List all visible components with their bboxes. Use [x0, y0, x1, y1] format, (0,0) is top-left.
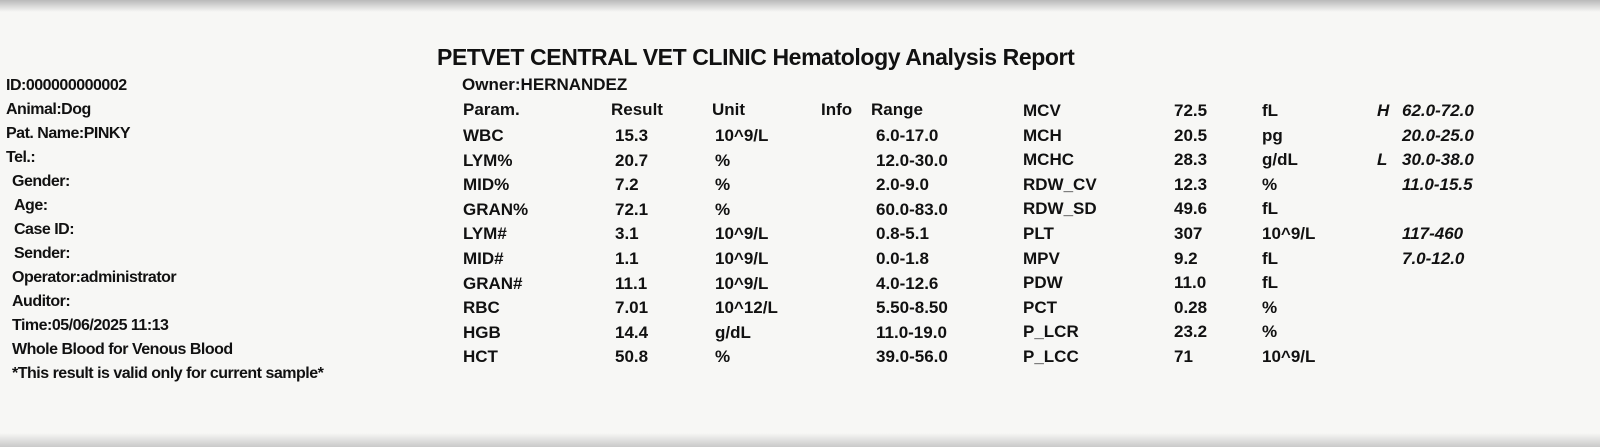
result-value: 14.4 [615, 322, 649, 342]
reference-range: 20.0-25.0 [1402, 125, 1474, 145]
reference-range: 5.50-8.50 [876, 298, 948, 318]
result-value: 23.2 [1174, 322, 1208, 342]
result-value: 15.3 [615, 126, 649, 145]
param-name: WBC [463, 126, 504, 145]
header-param: Param. [463, 100, 520, 119]
sample-type: Whole Blood for Venous Blood [12, 341, 233, 358]
result-value: 9.2 [1174, 248, 1198, 268]
result-value: 28.3 [1174, 150, 1208, 170]
gender: Gender: [12, 173, 70, 190]
param-name: P_LCC [1023, 347, 1079, 366]
unit: 10^9/L [1262, 224, 1316, 243]
param-name: HGB [463, 322, 501, 342]
reference-range: 39.0-56.0 [876, 347, 948, 367]
result-value: 0.28 [1174, 297, 1208, 317]
unit: % [715, 150, 731, 170]
pet-name: Pat. Name:PINKY [6, 125, 131, 142]
result-value: 1.1 [615, 249, 639, 268]
param-name: LYM# [463, 224, 507, 244]
header-info: Info [821, 100, 853, 119]
unit: fL [1262, 248, 1279, 268]
unit: g/dL [715, 322, 751, 342]
unit: fL [1262, 273, 1279, 293]
reference-range: 12.0-30.0 [876, 150, 948, 170]
header-result: Result [611, 100, 663, 119]
result-value: 20.7 [615, 150, 649, 170]
reference-range: 60.0-83.0 [876, 199, 948, 219]
param-name: RDW_SD [1023, 199, 1097, 219]
result-value: 20.5 [1174, 125, 1208, 145]
unit: 10^9/L [715, 126, 769, 145]
param-name: RBC [463, 298, 500, 318]
unit: fL [1262, 101, 1279, 120]
header-unit: Unit [712, 100, 746, 119]
param-name: MCV [1023, 101, 1061, 120]
unit: fL [1262, 199, 1279, 219]
result-value: 307 [1174, 224, 1203, 243]
result-value: 72.5 [1174, 101, 1208, 120]
paper-edge-bottom [0, 433, 1600, 447]
reference-range: 30.0-38.0 [1402, 150, 1474, 170]
reference-range: 11.0-19.0 [876, 322, 947, 342]
param-name: HCT [463, 347, 498, 367]
report-title: PETVET CENTRAL VET CLINIC Hematology Analysis Report [437, 44, 1075, 70]
age: Age: [14, 197, 48, 214]
reference-range: 7.0-12.0 [1402, 248, 1465, 268]
reference-range: 0.0-1.8 [876, 249, 929, 268]
param-name: P_LCR [1023, 322, 1079, 342]
param-name: MCH [1023, 125, 1062, 145]
unit: % [1262, 322, 1278, 342]
abnormal-flag: H [1377, 101, 1390, 120]
param-name: GRAN# [463, 273, 523, 293]
result-value: 49.6 [1174, 199, 1208, 219]
reference-range: 0.8-5.1 [876, 224, 929, 244]
result-value: 72.1 [615, 199, 649, 219]
result-value: 3.1 [615, 224, 639, 244]
param-name: MID# [463, 249, 504, 268]
reference-range: 6.0-17.0 [876, 126, 939, 145]
reference-range: 2.0-9.0 [876, 175, 929, 195]
header-range: Range [871, 100, 923, 119]
patient-id: ID:000000000002 [6, 77, 127, 94]
reference-range: 62.0-72.0 [1402, 101, 1474, 120]
param-name: RDW_CV [1023, 174, 1097, 194]
param-name: PLT [1023, 224, 1054, 243]
operator: Operator:administrator [12, 269, 177, 286]
paper-edge-top [0, 0, 1600, 12]
unit: 10^9/L [715, 273, 769, 293]
param-name: MCHC [1023, 150, 1074, 170]
patient-info [6, 74, 323, 386]
telephone: Tel.: [6, 149, 36, 166]
param-name: LYM% [463, 150, 513, 170]
reference-range: 4.0-12.6 [876, 273, 939, 293]
unit: 10^9/L [1262, 347, 1316, 366]
param-name: GRAN% [463, 199, 529, 219]
param-name: PDW [1023, 273, 1063, 293]
owner-name: Owner:HERNANDEZ [462, 75, 628, 94]
unit: g/dL [1262, 150, 1298, 170]
result-value: 7.01 [615, 298, 649, 318]
unit: pg [1262, 125, 1283, 145]
reference-range: 11.0-15.5 [1402, 174, 1473, 194]
result-value: 7.2 [615, 175, 639, 195]
animal-type: Animal:Dog [6, 101, 91, 118]
unit: 10^9/L [715, 224, 769, 244]
result-value: 11.1 [615, 273, 648, 293]
auditor: Auditor: [12, 293, 71, 310]
report-time: Time:05/06/2025 11:13 [12, 317, 169, 334]
case-id: Case ID: [14, 221, 75, 238]
sender: Sender: [14, 245, 71, 262]
unit: % [715, 347, 731, 367]
unit: % [715, 199, 731, 219]
result-value: 50.8 [615, 347, 649, 367]
unit: % [1262, 297, 1278, 317]
param-name: PCT [1023, 297, 1057, 317]
unit: 10^9/L [715, 249, 769, 268]
result-value: 11.0 [1174, 273, 1207, 293]
unit: % [1262, 174, 1278, 194]
validity-note: *This result is valid only for current sample* [12, 365, 324, 382]
param-name: MID% [463, 175, 510, 195]
abnormal-flag: L [1377, 150, 1388, 170]
result-value: 12.3 [1174, 174, 1208, 194]
reference-range: 117-460 [1402, 224, 1464, 243]
unit: % [715, 175, 731, 195]
unit: 10^12/L [715, 298, 778, 318]
result-value: 71 [1174, 347, 1193, 366]
param-name: MPV [1023, 248, 1060, 268]
